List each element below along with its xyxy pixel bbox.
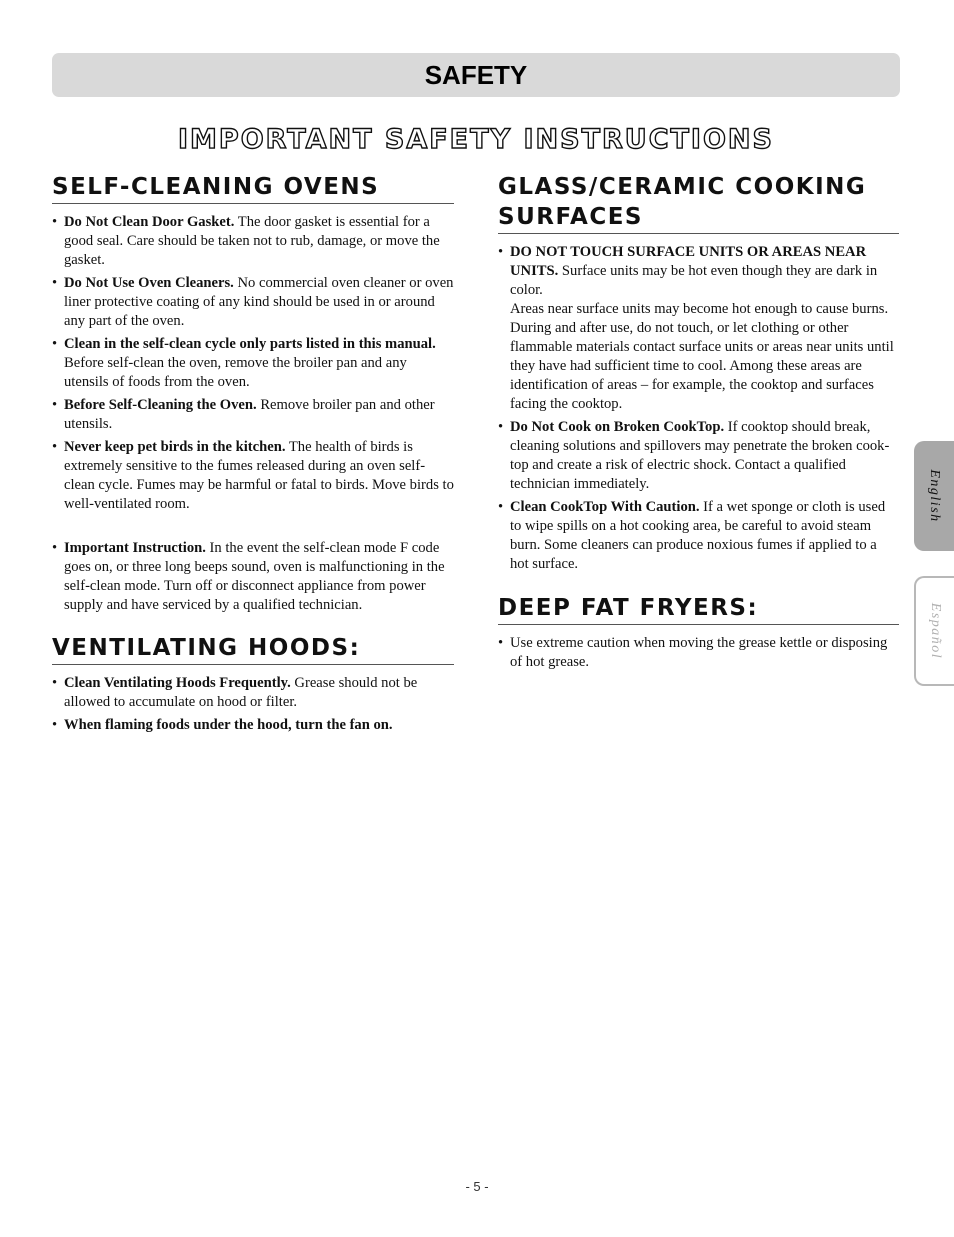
item-bold: Clean Ventilating Hoods Frequently. — [64, 675, 291, 691]
glass-ceramic-list — [498, 243, 899, 574]
list-item — [498, 634, 899, 672]
item-text: No commercial oven cleaner or oven liner protective coating of any kind should be used in or around any part of the oven. — [64, 275, 454, 329]
ventilating-heading: VENTILATING HOODS: — [52, 633, 454, 665]
item-bold: Important Instruction. — [64, 540, 206, 556]
item-text: Remove broiler pan and other utensils. — [64, 397, 435, 432]
list-item — [498, 418, 899, 494]
item-text: Use extreme caution when moving the grease kettle or disposing of hot grease. — [510, 635, 888, 670]
item-extra-text: Areas near surface units may become hot enough to cause burns. During and after use, do not touch, or let clothing or other flammable materials contact surface units or areas near units until they have had sufficient time to cool. Among these areas are identification of areas – for example, the cooktop and surfaces facing the cooktop. — [510, 301, 894, 412]
self-cleaning-list — [52, 213, 454, 615]
list-item — [52, 213, 454, 270]
tab-english-label: English — [927, 469, 942, 523]
item-text: In the event the self-clean mode F code goes on, or three long beeps sound, oven is malfunctioning in the self-clean mode. Turn off or disconnect appliance from power supply and have serviced by a qualified technician. — [64, 540, 445, 613]
section-header-bar — [52, 53, 900, 97]
list-item — [52, 396, 454, 434]
list-item — [498, 243, 899, 414]
item-bold: DO NOT TOUCH SURFACE UNITS OR AREAS NEAR UNITS. — [510, 244, 867, 279]
section-title: SAFETY — [424, 60, 528, 90]
main-title: IMPORTANT SAFETY INSTRUCTIONS — [178, 124, 774, 155]
item-text: Surface units may be hot even though they are dark in color. — [510, 263, 878, 298]
ventilating-list — [52, 674, 454, 735]
glass-ceramic-section — [498, 172, 899, 574]
item-bold: Never keep pet birds in the kitchen. — [64, 439, 286, 455]
tab-espanol-label: Español — [928, 602, 943, 660]
item-bold: Do Not Use Oven Cleaners. — [64, 275, 234, 291]
item-text: If cooktop should break, cleaning solutions and spillovers may penetrate the broken cook-top and create a risk of electric shock. Contact a qualified technician immediately. — [510, 419, 890, 492]
list-item — [52, 716, 454, 735]
item-text: The door gasket is essential for a good seal. Care should be taken not to rub, damage, or move the gasket. — [64, 214, 440, 268]
item-text: If a wet sponge or cloth is used to wipe spills on a hot cooking area, be careful to avoid steam burn. Some cleaners can produce noxious fumes if applied to a hot surface. — [510, 499, 886, 572]
deep-fat-section — [498, 593, 899, 672]
item-bold: Do Not Clean Door Gasket. — [64, 214, 235, 230]
item-text: Before self-clean the oven, remove the broiler pan and any utensils of foods from the oven. — [64, 355, 407, 390]
deep-fat-list — [498, 634, 899, 672]
item-text: Grease should not be allowed to accumulate on hood or filter. — [64, 675, 418, 710]
list-item — [52, 274, 454, 331]
list-item — [52, 438, 454, 514]
item-bold: Before Self-Cleaning the Oven. — [64, 397, 257, 413]
right-column — [498, 172, 899, 672]
ventilating-section — [52, 633, 454, 735]
item-text: The health of birds is extremely sensitive to the fumes released during an oven self-clean cycle. Fumes may be harmful or fatal to birds. Move birds to well-ventilated room. — [64, 439, 454, 512]
list-item — [498, 498, 899, 574]
item-bold: When flaming foods under the hood, turn the fan on. — [64, 717, 393, 733]
tab-english[interactable] — [914, 441, 954, 551]
left-column — [52, 172, 454, 735]
item-bold: Clean CookTop With Caution. — [510, 499, 700, 515]
self-cleaning-section — [52, 172, 454, 615]
list-item — [52, 335, 454, 392]
self-cleaning-heading: SELF-CLEANING OVENS — [52, 172, 454, 204]
item-bold: Clean in the self-clean cycle only parts listed in this manual. — [64, 336, 436, 352]
list-item — [52, 674, 454, 712]
tab-espanol[interactable] — [914, 576, 954, 686]
item-bold: Do Not Cook on Broken CookTop. — [510, 419, 725, 435]
page-number: - 5 - — [465, 1179, 489, 1194]
glass-ceramic-heading: GLASS/CERAMIC COOKING SURFACES — [498, 172, 899, 234]
list-item — [52, 539, 454, 615]
deep-fat-heading: DEEP FAT FRYERS: — [498, 593, 899, 625]
